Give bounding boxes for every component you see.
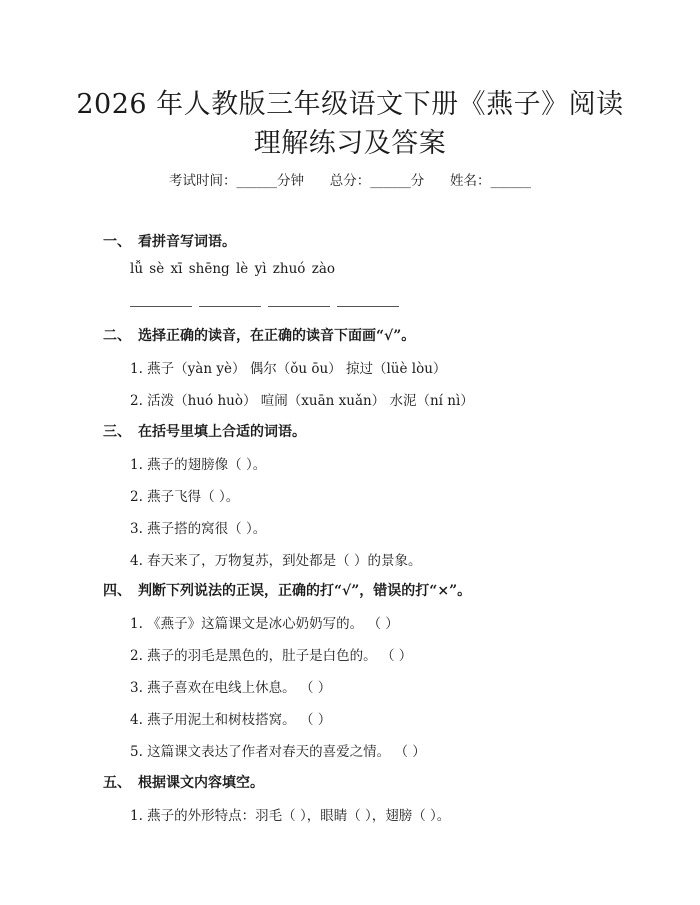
question-item: 3. 燕子搭的窝很（ ）。 xyxy=(130,521,267,537)
question-item: 4. 燕子用泥土和树枝搭窝。 （ ） xyxy=(130,712,332,728)
question-item: 1. 燕子的翅膀像（ ）。 xyxy=(130,457,267,473)
section-number: 四、 xyxy=(103,583,131,599)
question-item: 2. 燕子飞得（ ）。 xyxy=(130,489,240,505)
exam-info-line: 考试时间：______分钟 总分：______分 姓名：______ xyxy=(169,173,531,189)
question-item: 1. 燕子（yàn yè） 偶尔（ǒu ōu） 掠过（lüè lòu） xyxy=(130,361,447,377)
pinyin-line: lǚ sè xī shēng lè yì zhuó zào xyxy=(130,261,336,277)
question-item: 1. 《燕子》这篇课文是冰心奶奶写的。 （ ） xyxy=(130,616,399,632)
answer-blank[interactable] xyxy=(130,306,192,307)
question-item: 3. 燕子喜欢在电线上休息。 （ ） xyxy=(130,680,332,696)
question-item: 2. 燕子的羽毛是黑色的，肚子是白色的。 （ ） xyxy=(130,648,413,664)
section-title: 根据课文内容填空。 xyxy=(138,775,264,791)
section-3-heading xyxy=(103,421,306,441)
section-number: 三、 xyxy=(103,424,131,440)
answer-blank[interactable] xyxy=(337,306,399,307)
document-title-line-1: 2026 年人教版三年级语文下册《燕子》阅读 xyxy=(76,89,624,120)
section-title: 在括号里填上合适的词语。 xyxy=(138,424,306,440)
section-2-heading xyxy=(103,325,415,345)
question-item: 1. 燕子的外形特点：羽毛（ ），眼睛（ ），翅膀（ ）。 xyxy=(130,808,451,824)
section-1-heading xyxy=(103,231,236,251)
section-title: 判断下列说法的正误，正确的打“√”，错误的打“×”。 xyxy=(138,583,472,599)
section-title: 看拼音写词语。 xyxy=(138,234,236,250)
question-item: 4. 春天来了，万物复苏，到处都是（ ）的景象。 xyxy=(130,553,422,569)
section-number: 二、 xyxy=(103,328,131,344)
section-number: 五、 xyxy=(103,775,131,791)
section-4-heading xyxy=(103,580,471,600)
answer-blank[interactable] xyxy=(268,306,330,307)
section-5-heading xyxy=(103,772,264,792)
section-number: 一、 xyxy=(103,234,131,250)
section-title: 选择正确的读音，在正确的读音下面画“√”。 xyxy=(138,328,416,344)
document-title-line-2: 理解练习及答案 xyxy=(253,128,447,159)
answer-blank[interactable] xyxy=(199,306,261,307)
question-item: 2. 活泼（huó huò） 喧闹（xuān xuǎn） 水泥（ní nì） xyxy=(130,393,474,409)
question-item: 5. 这篇课文表达了作者对春天的喜爱之情。 （ ） xyxy=(130,744,426,760)
